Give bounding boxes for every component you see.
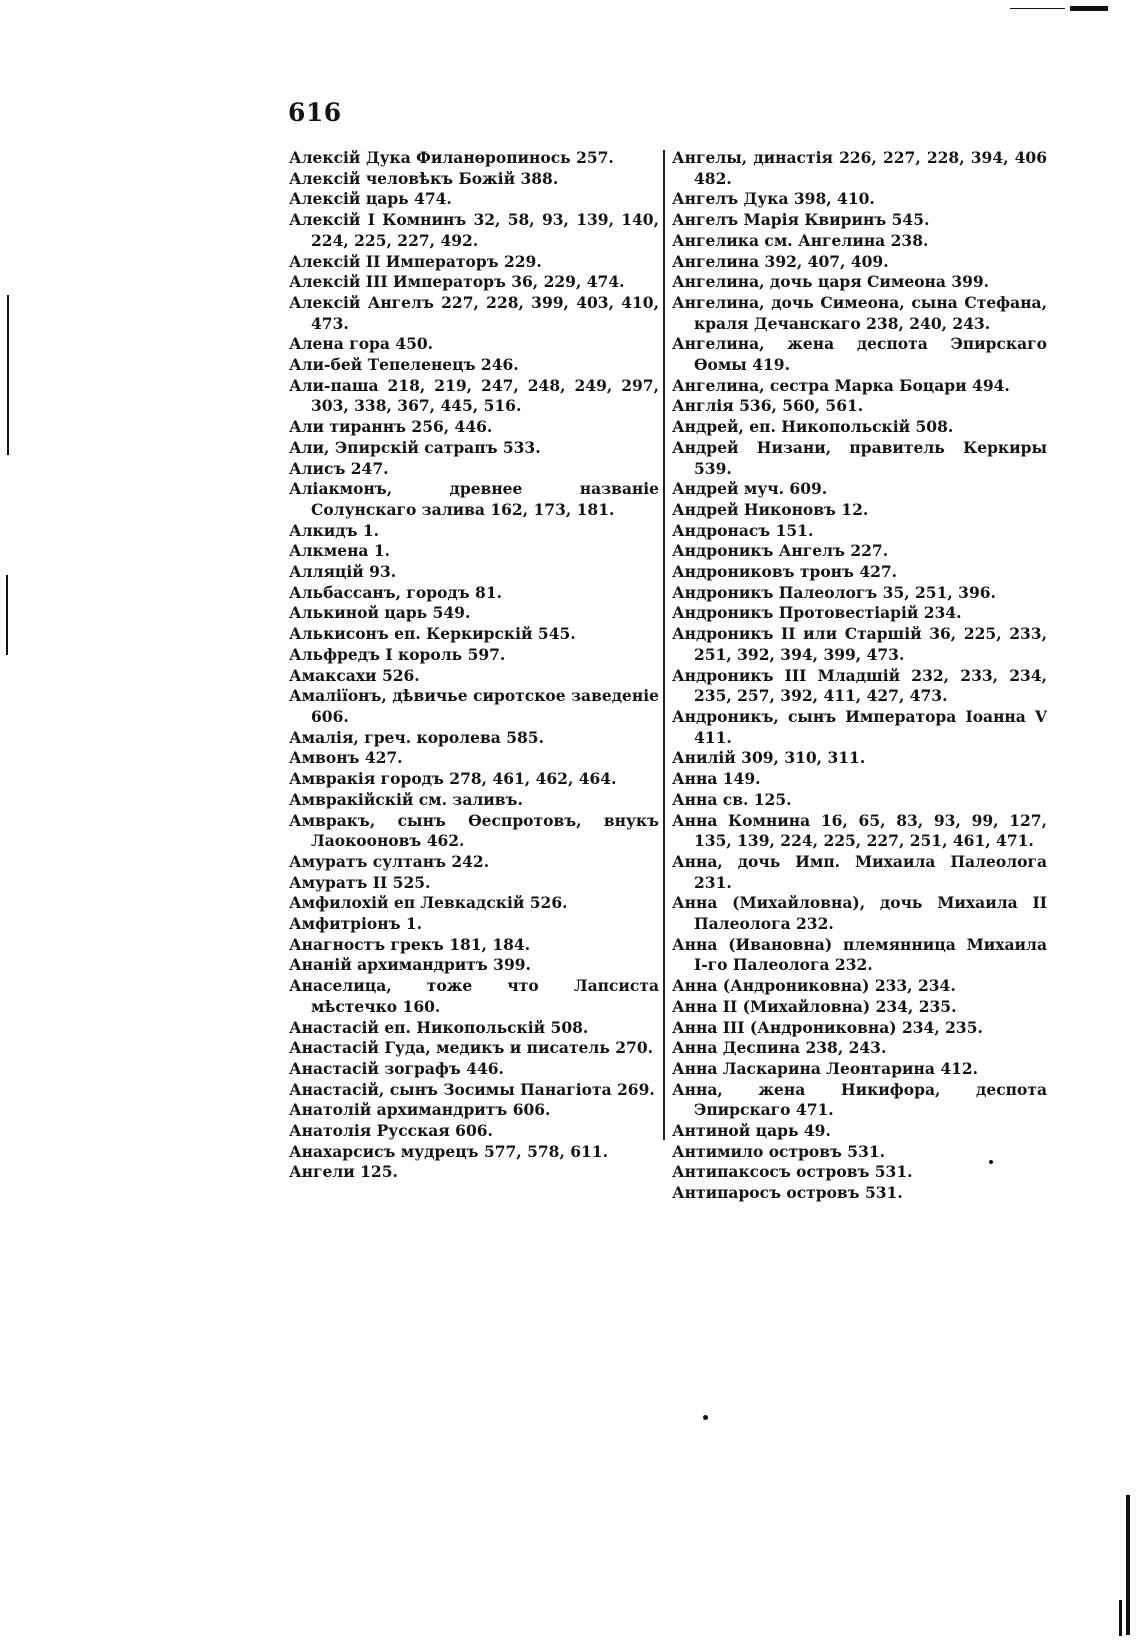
- page-number: 616: [288, 98, 342, 127]
- index-entry: Ангелина, дочь Симеона, сына Стефана, краля Дечанскаго 238, 240, 243.: [672, 292, 1047, 333]
- index-entry: Амалія, греч. королева 585.: [289, 727, 544, 747]
- index-entry: Аліакмонъ, древнее названіе Солунскаго залива 162, 173, 181.: [289, 479, 659, 519]
- index-entry: Алкмена 1.: [289, 541, 391, 561]
- index-entry: Алькиной царь 549.: [289, 603, 471, 623]
- scan-dot: [703, 1415, 708, 1420]
- index-entry: Альфредъ I король 597.: [289, 644, 506, 664]
- index-entry: Андроникъ III Младшій 232, 233, 234, 235, 257, 392, 411, 427, 473.: [672, 665, 1047, 706]
- index-entry: Амвонъ 427.: [289, 748, 403, 768]
- index-entry: Анна Деспина 238, 243.: [672, 1038, 887, 1058]
- index-entry: Ангелина 392, 407, 409.: [672, 251, 889, 271]
- index-entry: Анахарсисъ мудрецъ 577, 578, 611.: [289, 1141, 608, 1161]
- index-entry: Анастасій Гуда, медикъ и писатель 270.: [289, 1038, 654, 1058]
- index-entry: Анна II (Михайловна) 234, 235.: [672, 996, 957, 1016]
- index-entry: Амаксахи 526.: [289, 665, 420, 685]
- index-entry: Алексій Ангелъ 227, 228, 399, 403, 410, 473.: [289, 292, 659, 333]
- index-column-left: [289, 148, 659, 1183]
- index-entry: Алляцій 93.: [289, 562, 397, 582]
- index-entry: Ангелъ Марія Квиринъ 545.: [672, 210, 930, 230]
- index-entry: Алексій III Императоръ 36, 229, 474.: [289, 272, 625, 292]
- scan-mark-left-edge: [7, 295, 9, 455]
- index-entry: Алексій человѣкъ Божій 388.: [289, 168, 559, 188]
- index-entry: Анилій 309, 310, 311.: [672, 748, 866, 768]
- index-entry: Андроникъ Ангелъ 227.: [672, 541, 889, 561]
- index-entry: Анна (Михайловна), дочь Михаила II Палеолога 232.: [672, 893, 1047, 934]
- index-entry: Алена гора 450.: [289, 334, 434, 354]
- index-entry: Ангелы, династія 226, 227, 228, 394, 406 482.: [672, 148, 1047, 188]
- index-entry: Антипаросъ островъ 531.: [672, 1183, 903, 1203]
- scan-mark-top-right: [1070, 6, 1108, 11]
- index-entry: Амвракъ, сынъ Өеспротовъ, внукъ Лаокооновъ 462.: [289, 810, 659, 851]
- index-entry: Амаліїонъ, дѣвичье сиротское заведеніе 606.: [289, 686, 659, 726]
- index-entry: Анатолій архимандритъ 606.: [289, 1100, 551, 1120]
- index-entry: Андрей Низани, правитель Керкиры 539.: [672, 437, 1047, 478]
- index-entry: Анаселица, тоже что Лапсиста мѣстечко 160.: [289, 976, 659, 1016]
- index-entry: Андрониковъ тронъ 427.: [672, 562, 898, 582]
- index-entry: Анатолія Русская 606.: [289, 1121, 493, 1141]
- index-entry: Алкидъ 1.: [289, 520, 380, 540]
- index-entry: Ангели 125.: [289, 1162, 398, 1182]
- index-entry: Ангелъ Дука 398, 410.: [672, 189, 875, 209]
- index-entry: Анна (Ивановна) племянница Михаила I-го Палеолога 232.: [672, 934, 1047, 975]
- index-entry: Анна Ласкарина Леонтарина 412.: [672, 1058, 979, 1078]
- index-entry: Амвракія городъ 278, 461, 462, 464.: [289, 769, 617, 789]
- index-entry: Али, Эпирскій сатрапъ 533.: [289, 437, 541, 457]
- index-column-right: [672, 148, 1047, 1204]
- scan-mark-top-right-dash: [1010, 8, 1065, 9]
- scan-dot: [989, 1160, 993, 1164]
- index-entry: Анастасій зографъ 446.: [289, 1058, 504, 1078]
- index-entry: Ангелина, дочь царя Симеона 399.: [672, 272, 990, 292]
- index-entry: Альбассанъ, городъ 81.: [289, 582, 502, 602]
- index-entry: Анна 149.: [672, 769, 761, 789]
- index-entry: Андрей Никоновъ 12.: [672, 499, 869, 519]
- index-entry: Анна III (Андрониковна) 234, 235.: [672, 1017, 983, 1037]
- index-entry: Антиной царь 49.: [672, 1121, 831, 1141]
- index-entry: Амвракійскій см. заливъ.: [289, 789, 523, 809]
- index-entry: Андрей муч. 609.: [672, 479, 828, 499]
- index-entry: Андроникъ II или Старшій 36, 225, 233, 251, 392, 394, 399, 473.: [672, 624, 1047, 664]
- index-entry: Андрей, еп. Никопольскій 508.: [672, 417, 954, 437]
- column-divider: [663, 150, 665, 1140]
- index-entry: Алисъ 247.: [289, 458, 389, 478]
- index-entry: Амфилохій еп Левкадскій 526.: [289, 893, 568, 913]
- index-entry: Ангелина, сестра Марка Боцари 494.: [672, 375, 1010, 395]
- index-entry: Анастасій еп. Никопольскій 508.: [289, 1017, 589, 1037]
- index-entry: Алькисонъ еп. Керкирскій 545.: [289, 624, 576, 644]
- index-entry: Андроникъ Протовестіарій 234.: [672, 603, 962, 623]
- index-entry: Амуратъ султанъ 242.: [289, 851, 490, 871]
- index-entry: Антипаксосъ островъ 531.: [672, 1162, 913, 1182]
- index-entry: Али тираннъ 256, 446.: [289, 417, 493, 437]
- scan-mark-left-edge-lower: [6, 575, 8, 655]
- index-entry: Алексій II Императоръ 229.: [289, 251, 542, 271]
- index-entry: Англія 536, 560, 561.: [672, 396, 864, 416]
- index-entry: Алексій царь 474.: [289, 189, 452, 209]
- index-entry: Ананій архимандритъ 399.: [289, 955, 531, 975]
- index-entry: Андроникъ, сынъ Императора Іоанна V 411.: [672, 706, 1047, 747]
- scan-mark-bottom-right: [1126, 1495, 1130, 1635]
- index-entry: Анна, дочь Имп. Михаила Палеолога 231.: [672, 851, 1047, 892]
- index-entry: Амфитріонъ 1.: [289, 914, 423, 934]
- index-entry: Амуратъ II 525.: [289, 872, 431, 892]
- index-entry: Алексій I Комнинъ 32, 58, 93, 139, 140, 224, 225, 227, 492.: [289, 210, 659, 250]
- index-entry: Анна Комнина 16, 65, 83, 93, 99, 127, 135, 139, 224, 225, 227, 251, 461, 471.: [672, 810, 1047, 851]
- index-entry: Ангелина, жена деспота Эпирскаго Өомы 419.: [672, 334, 1047, 375]
- index-entry: Али-бей Тепеленецъ 246.: [289, 355, 519, 375]
- index-entry: Анна (Андрониковна) 233, 234.: [672, 976, 956, 996]
- index-entry: Анна, жена Никифора, деспота Эпирскаго 471.: [672, 1079, 1047, 1120]
- index-entry: Антимило островъ 531.: [672, 1141, 886, 1161]
- index-entry: Али-паша 218, 219, 247, 248, 249, 297, 303, 338, 367, 445, 516.: [289, 375, 659, 416]
- index-entry: Анна св. 125.: [672, 789, 792, 809]
- index-entry: Анастасій, сынъ Зосимы Панагіота 269.: [289, 1079, 655, 1099]
- index-entry: Алексій Дука Филанөропинось 257.: [289, 148, 614, 167]
- scan-mark-bottom-right-2: [1119, 1600, 1122, 1636]
- index-entry: Андроникъ Палеологъ 35, 251, 396.: [672, 582, 996, 602]
- index-entry: Анагностъ грекъ 181, 184.: [289, 934, 531, 954]
- index-entry: Андронасъ 151.: [672, 520, 814, 540]
- index-entry: Ангелика см. Ангелина 238.: [672, 230, 929, 250]
